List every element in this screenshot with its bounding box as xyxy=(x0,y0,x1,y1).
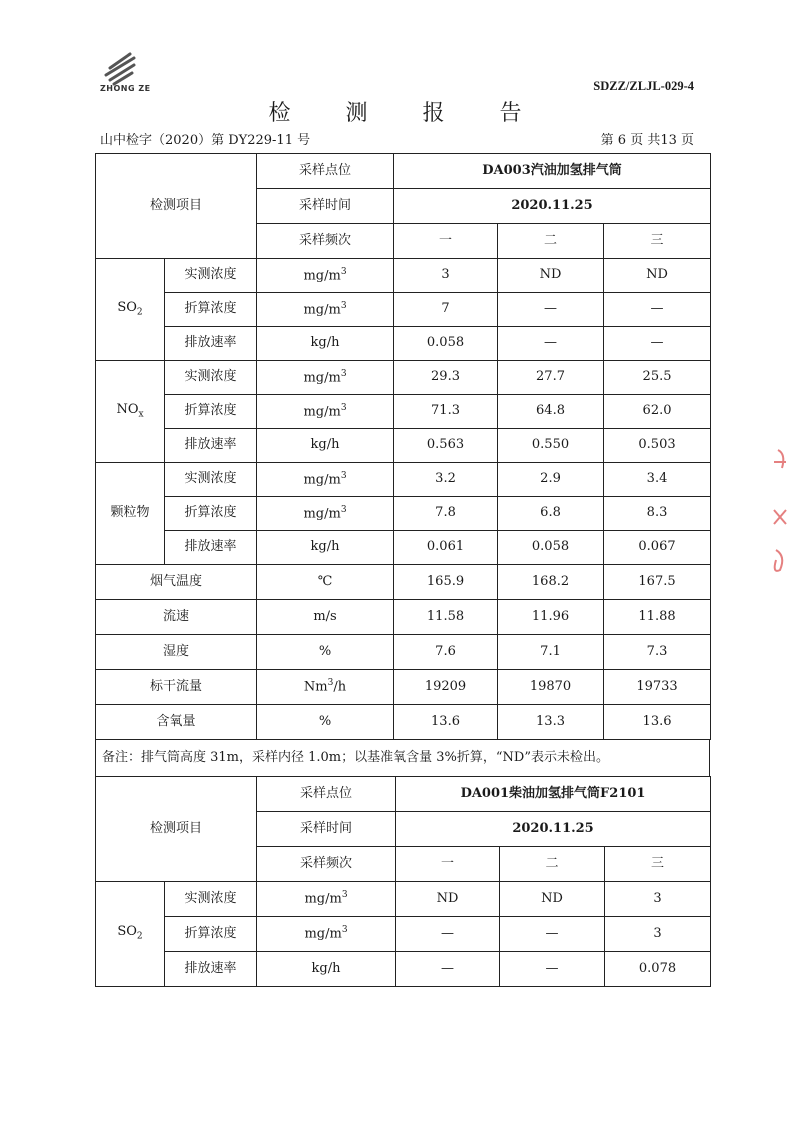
value-cell xyxy=(498,259,604,293)
table-row xyxy=(96,463,711,497)
unit-superscript: 3 xyxy=(327,678,334,689)
item-name-cell xyxy=(96,670,257,705)
value-cell-text: 7 xyxy=(441,301,450,317)
value-cell xyxy=(396,952,500,987)
pollutant-subscript: 2 xyxy=(136,307,143,318)
unit-superscript: 3 xyxy=(340,470,347,481)
value-cell xyxy=(498,361,604,395)
document-code: SDZZ/ZLJL-029-4 xyxy=(593,79,694,93)
value-cell-text: 11.96 xyxy=(531,608,570,624)
value-cell-text: 19209 xyxy=(424,678,467,694)
value-cell xyxy=(498,293,604,327)
value-cell xyxy=(394,293,498,327)
value-cell-text: — xyxy=(441,925,455,941)
value-cell xyxy=(394,531,498,565)
value-cell xyxy=(498,635,604,670)
value-cell xyxy=(604,635,711,670)
value-cell-text: ND xyxy=(646,267,668,283)
table-row xyxy=(96,600,711,635)
pollutant-cell xyxy=(96,463,165,565)
unit-text: m/s xyxy=(313,608,337,624)
value-cell xyxy=(498,463,604,497)
item-name-cell-text: 含氧量 xyxy=(156,713,196,729)
value-cell-text: 0.058 xyxy=(531,539,570,555)
value-cell-text: 7.8 xyxy=(435,505,456,521)
value-cell xyxy=(396,917,500,952)
unit-superscript: 3 xyxy=(340,266,347,277)
header-row-point xyxy=(96,777,711,812)
unit-cell xyxy=(257,705,394,740)
value-cell xyxy=(394,429,498,463)
value-cell xyxy=(498,670,604,705)
unit-superscript: 3 xyxy=(341,890,348,901)
unit-cell xyxy=(257,429,394,463)
time-value-cell-text: 2020.11.25 xyxy=(512,820,594,836)
value-cell xyxy=(604,259,711,293)
table-row xyxy=(96,259,711,293)
value-cell-text: ND xyxy=(541,890,563,906)
unit-cell xyxy=(257,395,394,429)
item-name-cell xyxy=(96,705,257,740)
unit-cell xyxy=(257,361,394,395)
value-cell xyxy=(498,327,604,361)
value-cell xyxy=(604,670,711,705)
value-cell xyxy=(498,497,604,531)
value-cell-text: 64.8 xyxy=(536,403,565,419)
value-cell-text: 3 xyxy=(653,890,662,906)
unit-text: % xyxy=(318,643,332,659)
value-cell-text: 8.3 xyxy=(646,505,668,521)
unit-text: kg/h xyxy=(311,960,341,976)
value-cell-text: 27.7 xyxy=(536,369,565,385)
item-label-cell-text: 检测项目 xyxy=(150,197,203,213)
report-header-line xyxy=(100,129,694,148)
time-value-cell xyxy=(396,812,711,847)
frequency-cell-text: 三 xyxy=(651,855,665,871)
value-cell-text: 7.1 xyxy=(540,643,561,659)
value-cell xyxy=(604,293,711,327)
value-cell-text: 25.5 xyxy=(642,369,672,385)
value-cell-text: 3 xyxy=(441,267,450,283)
unit-text: mg/m xyxy=(303,370,341,386)
pollutant-cell xyxy=(96,361,165,463)
parameter-cell-text: 实测浓度 xyxy=(184,471,237,487)
frequency-cell xyxy=(604,224,711,259)
value-cell xyxy=(394,395,498,429)
value-cell-text: 2.9 xyxy=(540,471,561,487)
value-cell-text: — xyxy=(544,335,558,351)
value-cell-text: 0.058 xyxy=(426,335,465,351)
parameter-cell xyxy=(165,395,257,429)
item-name-cell-text: 烟气温度 xyxy=(150,573,203,589)
value-cell xyxy=(605,917,711,952)
value-cell xyxy=(394,361,498,395)
point-label-cell-text: 采样点位 xyxy=(299,162,352,178)
value-cell xyxy=(394,670,498,705)
unit-cell xyxy=(257,565,394,600)
pollutant-name: SO xyxy=(117,924,137,940)
unit-text: % xyxy=(318,713,332,729)
parameter-cell-text: 折算浓度 xyxy=(184,925,237,941)
value-cell xyxy=(604,600,711,635)
page-info: 第 6 页 共13 页 xyxy=(600,133,694,148)
time-label-cell-text: 采样时间 xyxy=(299,197,352,213)
unit-text: kg/h xyxy=(310,437,340,453)
parameter-cell-text: 排放速率 xyxy=(184,960,237,976)
value-cell xyxy=(604,395,711,429)
value-cell xyxy=(604,565,711,600)
value-cell-text: 13.6 xyxy=(642,713,672,729)
unit-superscript: 3 xyxy=(340,402,347,413)
value-cell xyxy=(394,565,498,600)
value-cell xyxy=(604,361,711,395)
unit-cell xyxy=(257,882,396,917)
item-name-cell-text: 标干流量 xyxy=(150,678,203,694)
table-row xyxy=(96,293,711,327)
value-cell-text: 0.078 xyxy=(638,960,677,976)
value-cell-text: 11.88 xyxy=(638,608,676,624)
value-cell xyxy=(605,952,711,987)
value-cell xyxy=(396,882,500,917)
parameter-cell xyxy=(165,327,257,361)
value-cell-text: 13.3 xyxy=(536,713,565,729)
unit-text: kg/h xyxy=(310,335,340,351)
frequency-cell-text: 一 xyxy=(441,855,455,871)
parameter-cell-text: 折算浓度 xyxy=(184,301,237,317)
table-row xyxy=(96,670,711,705)
detection-table-1 xyxy=(95,153,711,740)
time-label-cell-text: 采样时间 xyxy=(300,820,353,836)
item-name-cell xyxy=(96,600,257,635)
frequency-cell xyxy=(394,224,498,259)
unit-cell xyxy=(257,952,396,987)
item-name-cell xyxy=(96,565,257,600)
table-row xyxy=(96,395,711,429)
unit-cell xyxy=(257,463,394,497)
frequency-cell xyxy=(396,847,500,882)
unit-cell xyxy=(257,670,394,705)
value-cell-text: 0.061 xyxy=(426,539,465,555)
red-seal-stamp-fragment xyxy=(768,440,794,600)
time-label-cell xyxy=(257,812,396,847)
value-cell xyxy=(500,882,605,917)
value-cell-text: 11.58 xyxy=(426,608,465,624)
value-cell-text: — xyxy=(545,960,559,976)
parameter-cell-text: 折算浓度 xyxy=(184,505,237,521)
parameter-cell-text: 排放速率 xyxy=(184,539,237,555)
value-cell-text: — xyxy=(650,301,664,317)
value-cell-text: — xyxy=(650,335,664,351)
frequency-label-cell xyxy=(257,847,396,882)
unit-text: Nm xyxy=(303,679,328,695)
header-row-point xyxy=(96,154,711,189)
parameter-cell xyxy=(165,917,257,952)
table-row xyxy=(96,497,711,531)
frequency-cell xyxy=(605,847,711,882)
point-value-cell xyxy=(394,154,711,189)
value-cell xyxy=(604,429,711,463)
unit-superscript: 3 xyxy=(340,504,347,515)
item-label-cell xyxy=(96,777,257,882)
point-value-cell-text: DA003汽油加氢排气筒 xyxy=(482,162,622,178)
unit-cell xyxy=(257,293,394,327)
unit-superscript: 3 xyxy=(340,368,347,379)
unit-text: mg/m xyxy=(303,472,341,488)
frequency-cell xyxy=(498,224,604,259)
value-cell-text: 168.2 xyxy=(531,573,570,589)
unit-superscript: 3 xyxy=(341,925,348,936)
parameter-cell xyxy=(165,463,257,497)
remark-note: 备注：排气筒高度 31m，采样内径 1.0m；以基准氧含量 3%折算，“ND”表示未检出。 xyxy=(95,740,710,776)
value-cell xyxy=(498,531,604,565)
table-row xyxy=(96,952,711,987)
value-cell-text: 6.8 xyxy=(540,505,561,521)
unit-text: mg/m xyxy=(303,268,341,284)
unit-text: ℃ xyxy=(317,573,333,589)
parameter-cell-text: 实测浓度 xyxy=(184,267,237,283)
parameter-cell xyxy=(165,259,257,293)
table-row xyxy=(96,565,711,600)
unit-text: mg/m xyxy=(303,404,341,420)
table-row xyxy=(96,882,711,917)
item-label-cell-text: 检测项目 xyxy=(150,820,203,836)
table-row xyxy=(96,917,711,952)
pollutant-name: NO xyxy=(116,401,139,417)
value-cell-text: 62.0 xyxy=(642,403,672,419)
logo-text: ZHONG ZE xyxy=(100,84,151,93)
item-name-cell-text: 湿度 xyxy=(163,643,190,659)
value-cell-text: 165.9 xyxy=(426,573,465,589)
frequency-label-cell xyxy=(257,224,394,259)
value-cell-text: 0.067 xyxy=(638,539,676,555)
frequency-cell-text: 三 xyxy=(650,232,664,248)
value-cell-text: — xyxy=(544,301,558,317)
frequency-cell-text: 二 xyxy=(545,855,559,871)
value-cell xyxy=(394,327,498,361)
unit-text: mg/m xyxy=(304,891,342,907)
value-cell xyxy=(500,952,605,987)
value-cell-text: 19870 xyxy=(529,678,572,694)
value-cell-text: 0.503 xyxy=(638,437,676,453)
table-row xyxy=(96,429,711,463)
value-cell xyxy=(498,565,604,600)
item-name-cell-text: 流速 xyxy=(163,608,190,624)
value-cell xyxy=(604,327,711,361)
table-row xyxy=(96,635,711,670)
pollutant-subscript: x xyxy=(138,409,144,420)
value-cell xyxy=(604,463,711,497)
frequency-label-cell-text: 采样频次 xyxy=(299,232,352,248)
table-row xyxy=(96,531,711,565)
point-label-cell xyxy=(257,154,394,189)
pollutant-name: 颗粒物 xyxy=(110,505,150,521)
value-cell xyxy=(498,429,604,463)
value-cell-text: 3.4 xyxy=(646,471,668,487)
value-cell xyxy=(394,497,498,531)
point-value-cell-text: DA001柴油加氢排气筒F2101 xyxy=(460,785,646,801)
table-row xyxy=(96,361,711,395)
pollutant-cell xyxy=(96,882,165,987)
table-row xyxy=(96,327,711,361)
unit-suffix: /h xyxy=(333,679,347,695)
frequency-cell-text: 一 xyxy=(439,232,453,248)
value-cell xyxy=(498,600,604,635)
time-label-cell xyxy=(257,189,394,224)
value-cell-text: 71.3 xyxy=(431,403,460,419)
unit-cell xyxy=(257,259,394,293)
frequency-cell xyxy=(500,847,605,882)
unit-superscript: 3 xyxy=(340,300,347,311)
unit-cell xyxy=(257,600,394,635)
parameter-cell-text: 实测浓度 xyxy=(184,890,237,906)
value-cell xyxy=(394,600,498,635)
value-cell-text: 7.3 xyxy=(646,643,668,659)
parameter-cell xyxy=(165,429,257,463)
frequency-label-cell-text: 采样频次 xyxy=(300,855,353,871)
value-cell-text: 3.2 xyxy=(435,471,456,487)
table-row xyxy=(96,705,711,740)
parameter-cell-text: 实测浓度 xyxy=(184,369,237,385)
value-cell-text: 7.6 xyxy=(435,643,456,659)
unit-cell xyxy=(257,327,394,361)
parameter-cell xyxy=(165,497,257,531)
frequency-cell-text: 二 xyxy=(544,232,558,248)
value-cell xyxy=(394,259,498,293)
value-cell xyxy=(604,531,711,565)
time-value-cell-text: 2020.11.25 xyxy=(511,197,593,213)
item-label-cell xyxy=(96,154,257,259)
unit-cell xyxy=(257,635,394,670)
point-value-cell xyxy=(396,777,711,812)
pollutant-cell xyxy=(96,259,165,361)
value-cell-text: 0.563 xyxy=(426,437,465,453)
parameter-cell xyxy=(165,293,257,327)
time-value-cell xyxy=(394,189,711,224)
value-cell-text: 29.3 xyxy=(431,369,460,385)
unit-text: mg/m xyxy=(303,506,341,522)
parameter-cell xyxy=(165,882,257,917)
value-cell-text: 167.5 xyxy=(638,573,676,589)
unit-text: mg/m xyxy=(304,926,342,942)
parameter-cell xyxy=(165,531,257,565)
parameter-cell-text: 排放速率 xyxy=(184,335,237,351)
value-cell xyxy=(498,395,604,429)
page-title: 检 测 报 告 xyxy=(268,101,546,126)
unit-cell xyxy=(257,497,394,531)
point-label-cell xyxy=(257,777,396,812)
value-cell xyxy=(500,917,605,952)
value-cell-text: — xyxy=(441,960,455,976)
parameter-cell xyxy=(165,952,257,987)
value-cell-text: 3 xyxy=(653,925,662,941)
pollutant-subscript: 2 xyxy=(136,931,143,942)
value-cell xyxy=(604,497,711,531)
value-cell-text: — xyxy=(545,925,559,941)
value-cell xyxy=(394,705,498,740)
point-label-cell-text: 采样点位 xyxy=(300,785,353,801)
value-cell xyxy=(394,463,498,497)
unit-cell xyxy=(257,917,396,952)
value-cell-text: 0.550 xyxy=(531,437,570,453)
value-cell xyxy=(605,882,711,917)
report-sheet xyxy=(95,153,710,987)
value-cell-text: ND xyxy=(436,890,459,906)
unit-text: kg/h xyxy=(310,539,340,555)
unit-text: mg/m xyxy=(303,302,341,318)
value-cell xyxy=(498,705,604,740)
value-cell xyxy=(394,635,498,670)
pollutant-name: SO xyxy=(117,299,137,315)
detection-table-2 xyxy=(95,776,711,987)
value-cell-text: 19733 xyxy=(636,678,678,694)
value-cell-text: ND xyxy=(539,267,562,283)
unit-cell xyxy=(257,531,394,565)
parameter-cell-text: 折算浓度 xyxy=(184,403,237,419)
report-number: 山中检字（2020）第 DY229-11 号 xyxy=(100,133,311,148)
item-name-cell xyxy=(96,635,257,670)
parameter-cell xyxy=(165,361,257,395)
value-cell xyxy=(604,705,711,740)
value-cell-text: 13.6 xyxy=(431,713,460,729)
parameter-cell-text: 排放速率 xyxy=(184,437,237,453)
